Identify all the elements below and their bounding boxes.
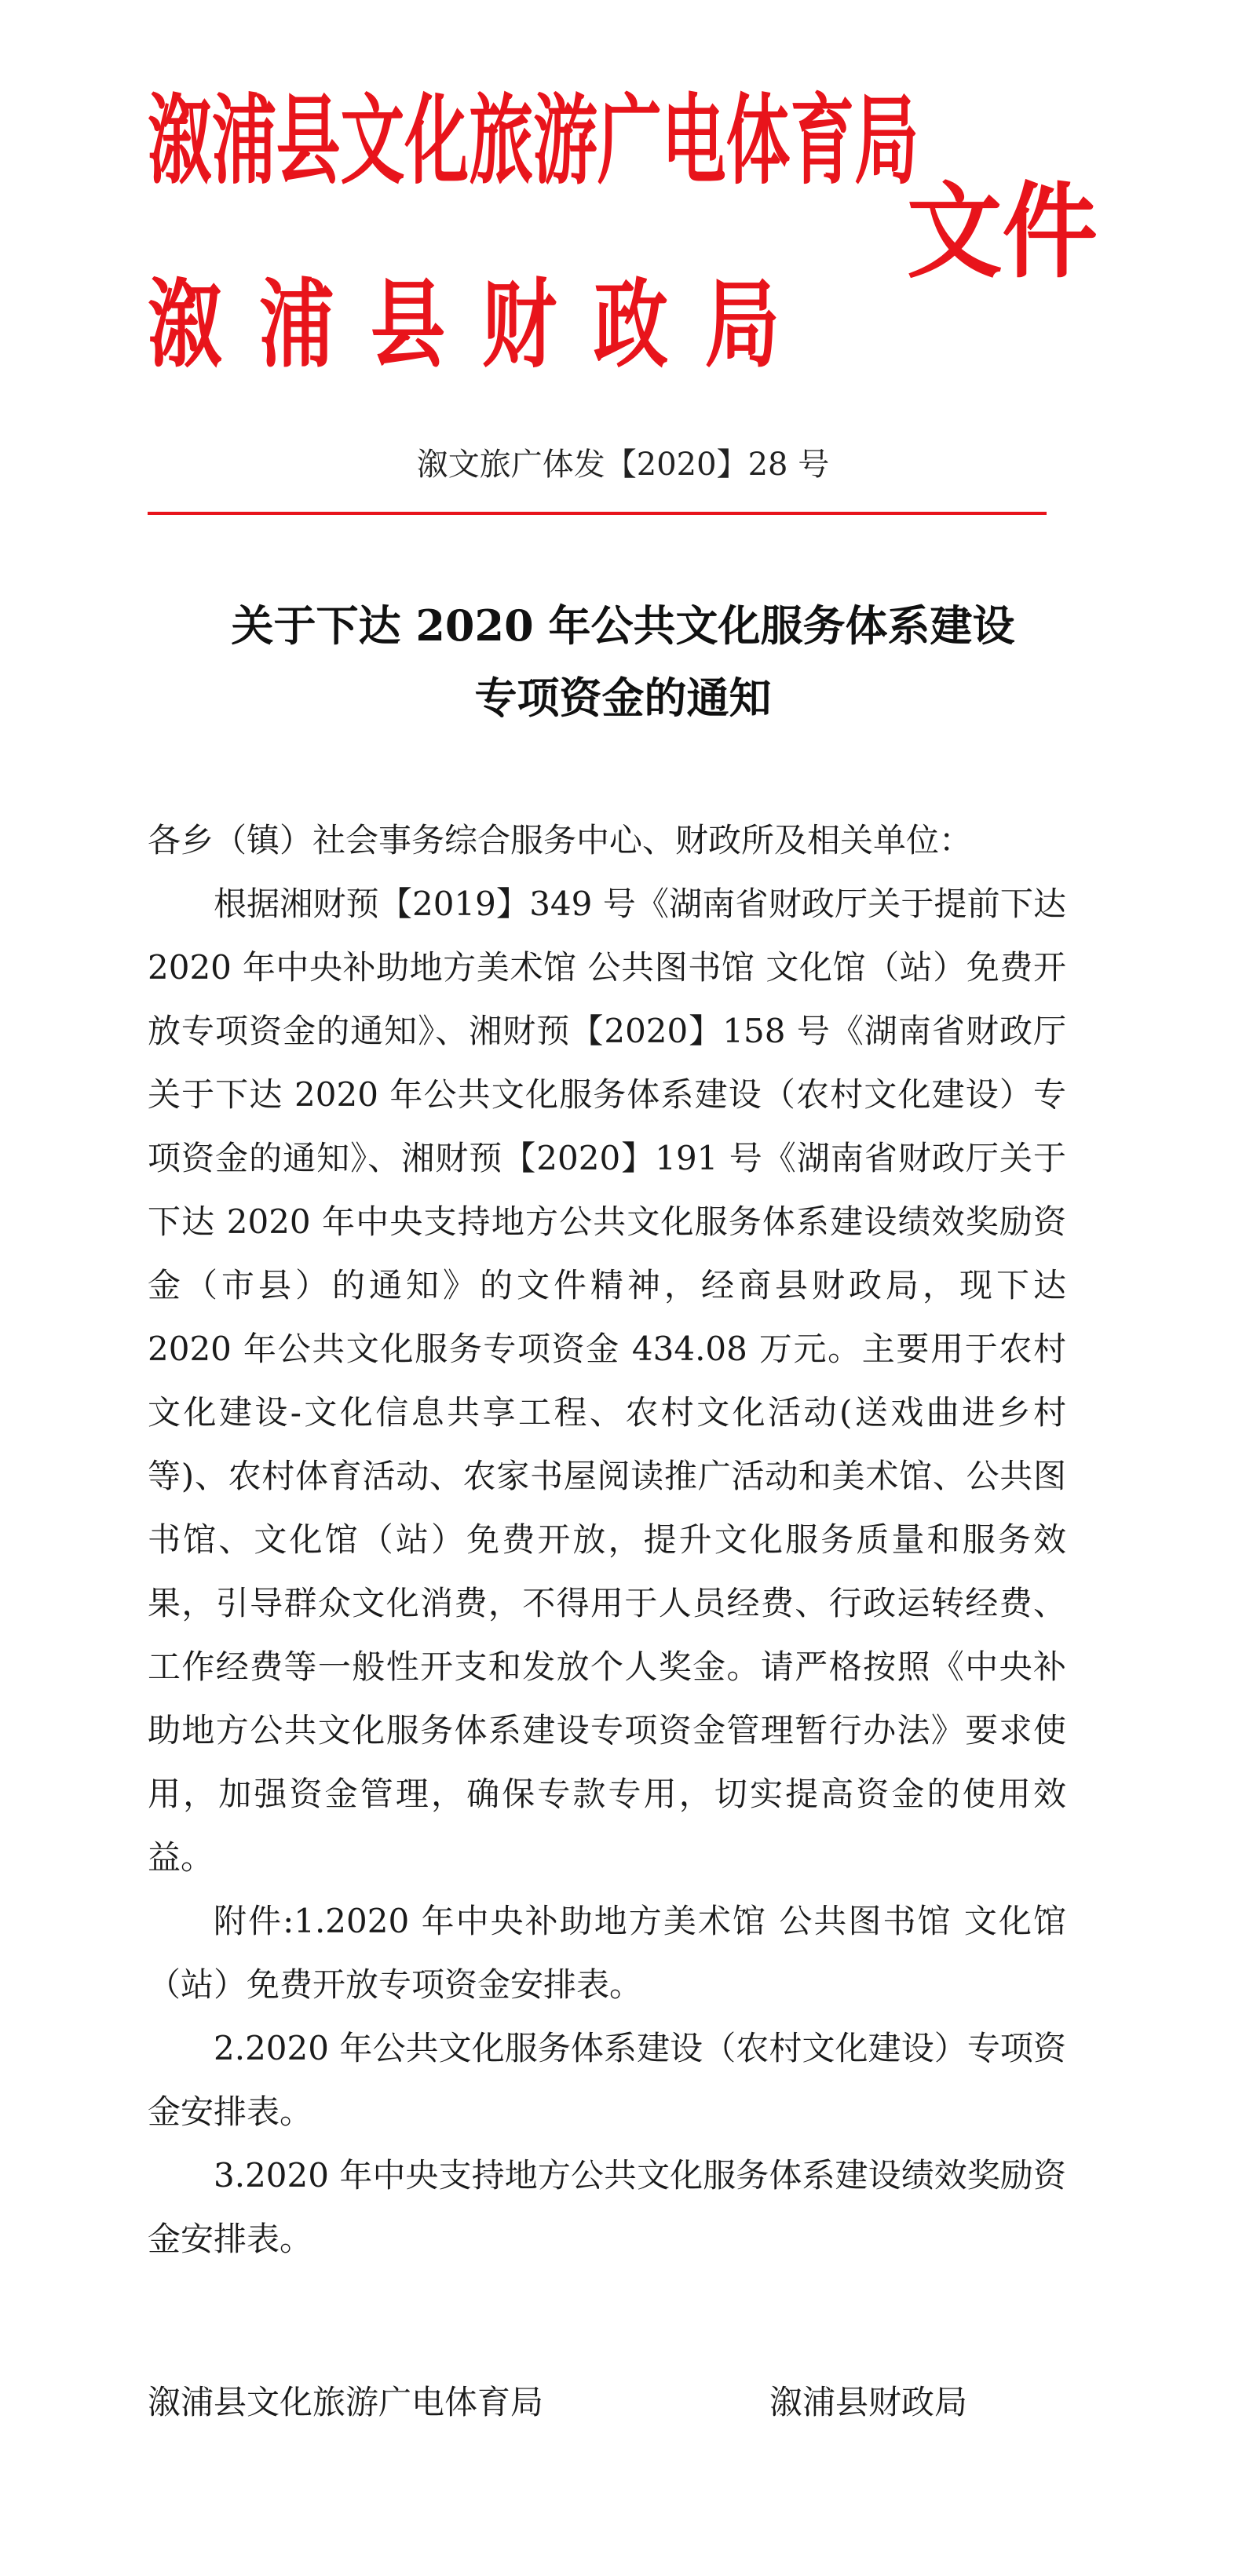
document-number: 溆文旅广体发【2020】28 号 (416, 447, 830, 483)
issuing-org-2: 溆浦县财政局 (148, 268, 817, 381)
salutation: 各乡（镇）社会事务综合服务中心、财政所及相关单位： (148, 821, 973, 859)
attachment-3: 3.2020 年中央支持地方公共文化服务体系建设绩效奖励资金安排表。 (148, 2156, 1066, 2258)
document-suffix: 文件 (907, 171, 1098, 293)
signature-right: 溆浦县财政局 (769, 2383, 968, 2421)
red-divider (148, 512, 1047, 515)
issuing-org-1: 溆浦县文化旅游广电体育局 (148, 84, 919, 198)
main-paragraph: 根据湘财预【2019】349 号《湖南省财政厅关于提前下达 2020 年中央补助地方美术馆 公共图书馆 文化馆（站）免费开放专项资金的通知》、湘财预【2020】158 号《湖南省财政厅关于下达 2020 年公共文化服务体系建设（农村文化建设）专项资金的通知》、湘财预【2020】191 号《湖南省财政厅关于下达 2020 年中央支持地方公共文化服务体系建设绩效奖励资金（市县）的通知》的文件精神，经商县财政局，现下达 2020 年公共文化服务专项资金 434.08 万元。主要用于农村文化建设-文化信息共享工程、农村文化活动(送戏曲进乡村等)、农村体育活动、农家书屋阅读推广活动和美术馆、公共图书馆、文化馆（站）免费开放，提升文化服务质量和服务效果，引导群众文化消费，不得用于人员经费、行政运转经费、工作经费等一般性开支和发放个人奖金。请严格按照《中央补助地方公共文化服务体系建设专项资金管理暂行办法》要求使用，加强资金管理，确保专款专用，切实提高资金的使用效益。 (148, 885, 1066, 1877)
attachment-2: 2.2020 年公共文化服务体系建设（农村文化建设）专项资金安排表。 (148, 2029, 1066, 2131)
title-line-2: 专项资金的通知 (474, 673, 772, 723)
attachment-1: 附件:1.2020 年中央补助地方美术馆 公共图书馆 文化馆（站）免费开放专项资金安排表。 (148, 1902, 1066, 2004)
signature-left: 溆浦县文化旅游广电体育局 (148, 2383, 544, 2421)
document-body (148, 808, 1066, 2271)
title-line-1: 关于下达 2020 年公共文化服务体系建设 (231, 600, 1015, 651)
